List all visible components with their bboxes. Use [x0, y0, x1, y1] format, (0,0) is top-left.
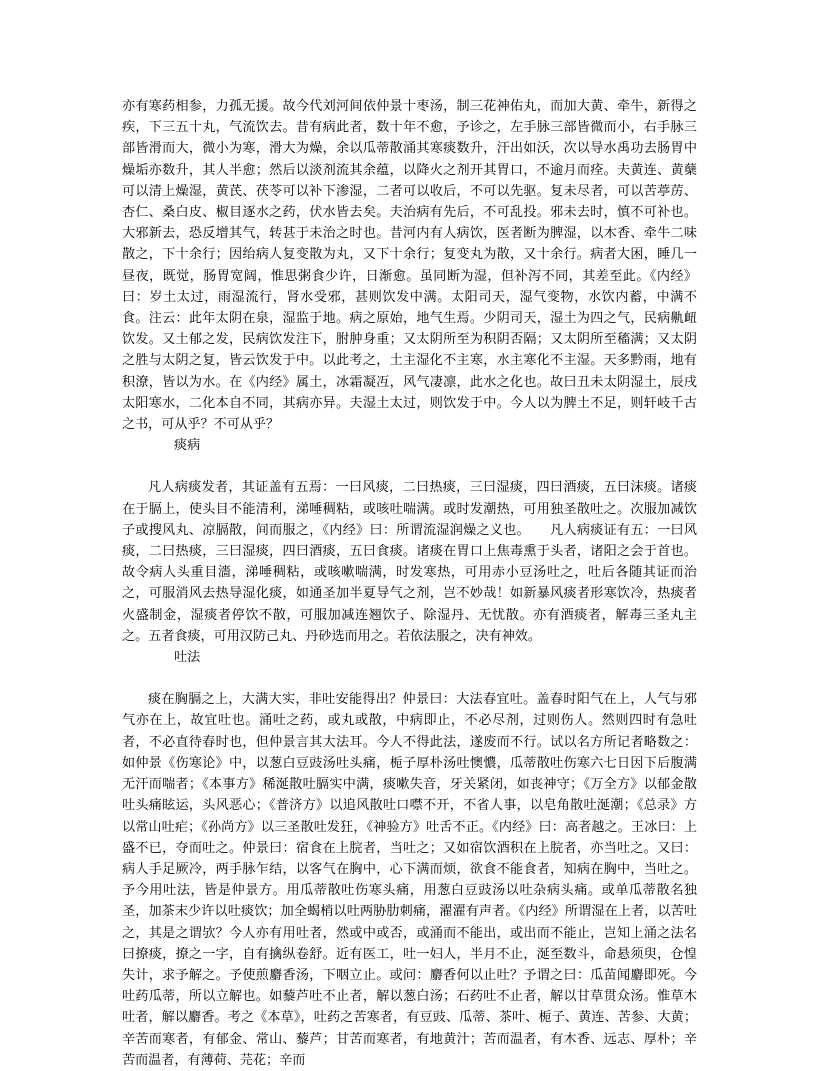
section-heading-phlegm-disease: 痰病 — [174, 438, 201, 454]
section-spacer — [122, 456, 697, 477]
paragraph-drink-disease: 亦有寒药相参，力孤无援。故今代刘河间依仲景十枣汤，制三花神佑丸，而加大黄、牵牛，新得之疾，下三五十丸，气流饮去。昔有病此者，数十年不愈，予诊之，左手脉三部皆微而小，右手脉三部皆滑而大，微小为寒，滑大为燥，余以瓜蒂散涌其寒痰数升，汗出如沃，次以导水禹功去肠胃中燥垢亦数升，其人半愈；然后以淡剂流其余蕴，以降火之剂开其胃口，不逾月而痊。夫黄连、黄蘖可以清上燥湿，黄芪、茯苓可以补下渗湿，二者可以收后，不可以先驱。复未尽者，可以苦葶苈、杏仁、桑白皮、椒目逐水之药，伏水皆去矣。夫治病有先后，不可乱投。邪未去时，慎不可补也。大邪新去，恐反增其气，转甚于未治之时也。昔河内有人病饮，医者断为脾湿，以木香、牵牛二味散之，下十余行；因绐病人复变散为丸，又下十余行；复变丸为散，又十余行。病者大困，睡几一昼夜，既觉，肠胃宽阔，惟思粥食少许，日渐愈。虽同断为湿，但补泻不同，其差至此。《内经》曰：岁土太过，雨湿流行，肾水受邪，甚则饮发中满。太阳司天，湿气变物，水饮内蓄，中满不食。注云：此年太阴在泉，湿监于地。病之原始，地气生焉。少阴司天，湿土为四之气，民病鼽衄饮发。又土郁之发，民病饮发注下，胕肿身重；又太阴所至为积阴否隔；又太阴所至稸满；又太阴之胜与太阴之复，皆云饮发于中。以此考之，土主湿化不主寒，水主寒化不主湿。天多黔雨，地有积潦，皆以为水。在《内经》属土，冰霜凝冱，风气凄凛，此水之化也。故曰丑未太阴湿土，辰戌太阳寒水，二化本自不同，其病亦异。夫湿土太过，则饮发于中。今人以为脾土不足，则轩岐千古之书，可从乎？不可从乎？ — [122, 99, 697, 433]
section-heading-emetic-method: 吐法 — [174, 650, 201, 666]
section-spacer — [122, 668, 697, 689]
paragraph-phlegm-disease: 凡人病痰发者，其证盖有五焉：一曰风痰，二曰热痰，三曰湿痰，四曰酒痰，五曰沫痰。诸痰在于膈上，使头目不能清利，涕唾稠粘，或咳吐喘满。或时发潮热，可用独圣散吐之。次服加减饮子或搜风丸、凉膈散，间而服之，《内经》曰：所谓流湿润燥之义也。 凡人病痰证有五：一曰风痰，二曰热痰，三曰湿痰，四曰酒痰，五曰食痰。诸痰在胃口上焦毒熏于头者，诸阳之会于首也。故令病人头重目濇，涕唾稠粘，或咳嗽喘满，时发寒热，可用赤小豆汤吐之，吐后各随其证而治之，可服消风去热导湿化痰，如通圣加半夏导气之剂，岂不妙哉！如新暴风痰者形寒饮冷，热痰者火盛制金，湿痰者停饮不散，可服加减连翘饮子、除湿丹、无忧散。亦有酒痰者，解毒三圣丸主之。五者食痰，可用汉防己丸、丹砂选而用之。若依法服之，决有神效。 — [122, 480, 697, 644]
paragraph-emetic-method: 痰在胸膈之上，大满大实，非吐安能得出？仲景曰：大法春宜吐。盖春时阳气在上，人气与邪气亦在上，故宜吐也。涌吐之药，或丸或散，中病即止，不必尽剂，过则伤人。然则四时有急吐者，不必直待春时也，但仲景言其大法耳。今人不得此法，遂废而不行。试以名方所记者略数之：如仲景《伤寒论》中，以葱白豆豉汤吐头痛，栀子厚朴汤吐懊憹，瓜蒂散吐伤寒六七日因下后腹满无汗而喘者；《本事方》稀涎散吐膈实中满，痰嗽失音，牙关紧闭，如丧神守；《万全方》以郁金散吐头痛眩运，头风恶心；《普济方》以追风散吐口噤不开，不省人事，以皂角散吐涎潮；《总录》方以常山吐疟；《孙尚方》以三圣散吐发狂，《神验方》吐舌不正。《内经》曰：高者越之。王冰曰：上盛不已，夺而吐之。仲景曰：宿食在上脘者，当吐之；又如宿饮酒积在上脘者，亦当吐之。又曰：病人手足厥冷，两手脉乍结，以客气在胸中，心下满而烦，欲食不能食者，知病在胸中，当吐之。予今用吐法，皆是仲景方。用瓜蒂散吐伤寒头痛，用葱白豆豉汤以吐杂病头痛。或单瓜蒂散名独圣，加茶末少许以吐痰饮；加全蝎梢以吐两胁肋刺痛，濯濯有声者。《内经》所谓湿在上者，以苦吐之，其是之谓欤？今人亦有用吐者，然或中或否，或涌而不能出，或出而不能止，岂知上涌之法名曰撩痰，撩之一字，自有擒纵卷舒。近有医工，吐一妇人，半月不止，涎至数斗，命悬须臾，仓惶失计，求予解之。予使煎麝香汤，下咽立止。或问：麝香何以止吐？予谓之曰：瓜苗闻麝即死。今吐药瓜蒂，所以立解也。如藜芦吐不止者，解以葱白汤；石药吐不止者，解以甘草贯众汤。惟草木吐者，解以麝香。考之《本草》，吐药之苦寒者，有豆豉、瓜蒂、茶叶、栀子、黄连、苦参、大黄；辛苦而寒者，有郁金、常山、藜芦；甘苦而寒者，有地黄汁；苦而温者，有木香、远志、厚朴；辛苦而温者，有薄荷、芫花；辛而 — [122, 692, 697, 1068]
text-column — [122, 96, 697, 1071]
